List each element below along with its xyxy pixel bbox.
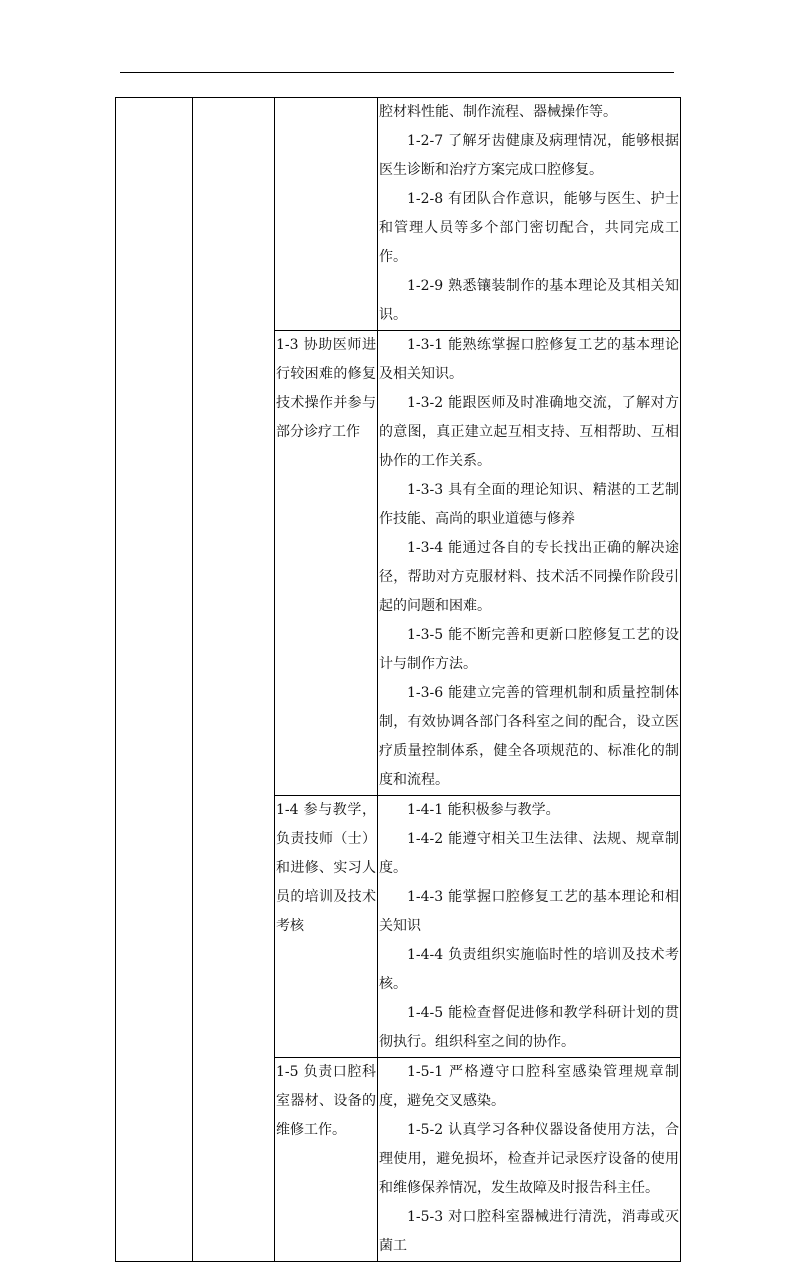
requirement-item: 1-3-5 能不断完善和更新口腔修复工艺的设计与制作方法。 (379, 627, 679, 672)
requirements-cell (378, 1058, 681, 1262)
task-cell: 1-5 负责口腔科室器材、设备的维修工作。 (275, 1058, 378, 1262)
header-rule (120, 72, 674, 73)
requirement-item: 腔材料性能、制作流程、器械操作等。 (379, 104, 617, 120)
requirement-item: 1-4-5 能检查督促进修和教学科研计划的贯彻执行。组织科室之间的协作。 (379, 1005, 679, 1050)
requirement-item: 1-2-8 有团队合作意识，能够与医生、护士和管理人员等多个部门密切配合，共同完成工作。 (379, 191, 679, 265)
requirements-cell (378, 331, 681, 796)
empty-cell-col2 (193, 98, 275, 1262)
requirement-item: 1-3-3 具有全面的理论知识、精湛的工艺制作技能、高尚的职业道德与修养 (379, 482, 679, 527)
requirement-item: 1-3-6 能建立完善的管理机制和质量控制体制，有效协调各部门各科室之间的配合，设立医疗质量控制体系，健全各项规范的、标准化的制度和流程。 (379, 685, 679, 788)
requirement-item: 1-5-2 认真学习各种仪器设备使用方法，合理使用，避免损坏，检查并记录医疗设备的使用和维修保养情况，发生故障及时报告科主任。 (379, 1122, 679, 1196)
task-cell (275, 98, 378, 331)
job-requirements-table (115, 97, 681, 1262)
requirements-cell (378, 796, 681, 1058)
empty-cell-col1 (116, 98, 193, 1262)
requirement-item: 1-4-3 能掌握口腔修复工艺的基本理论和相关知识 (379, 889, 679, 934)
requirement-item: 1-5-1 严格遵守口腔科室感染管理规章制度，避免交叉感染。 (379, 1064, 679, 1109)
requirement-item: 1-3-4 能通过各自的专长找出正确的解决途径，帮助对方克服材料、技术活不同操作阶段引起的问题和困难。 (379, 540, 679, 614)
requirement-item: 1-4-2 能遵守相关卫生法律、法规、规章制度。 (379, 831, 679, 876)
requirement-item: 1-3-1 能熟练掌握口腔修复工艺的基本理论及相关知识。 (379, 337, 679, 382)
task-cell: 1-4 参与教学，负责技师（士）和进修、实习人员的培训及技术考核 (275, 796, 378, 1058)
requirement-item: 1-4-1 能积极参与教学。 (407, 802, 560, 818)
requirement-item: 1-4-4 负责组织实施临时性的培训及技术考核。 (379, 947, 679, 992)
table-row (116, 98, 681, 331)
requirement-item: 1-2-9 熟悉镶装制作的基本理论及其相关知识。 (379, 278, 679, 323)
requirement-item: 1-2-7 了解牙齿健康及病理情况，能够根据医生诊断和治疗方案完成口腔修复。 (379, 133, 679, 178)
requirement-item: 1-3-2 能跟医师及时准确地交流，了解对方的意图，真正建立起互相支持、互相帮助、互相协作的工作关系。 (379, 395, 679, 469)
task-cell: 1-3 协助医师进行较困难的修复技术操作并参与部分诊疗工作 (275, 331, 378, 796)
requirements-cell (378, 98, 681, 331)
requirement-item: 1-5-3 对口腔科室器械进行清洗，消毒或灭菌工 (379, 1209, 679, 1254)
